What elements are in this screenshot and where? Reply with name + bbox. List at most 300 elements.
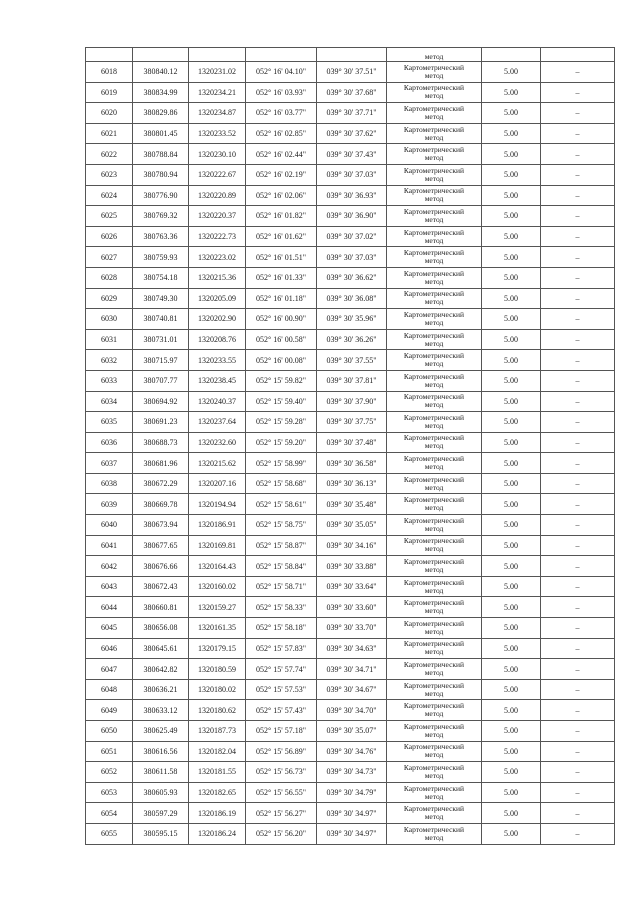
- table-row: [86, 515, 615, 536]
- latitude-cell: 052° 15' 59.82": [246, 370, 317, 391]
- y-coordinate-cell: 1320180.62: [189, 700, 246, 721]
- method-cell: [387, 206, 482, 227]
- method-cell: [387, 597, 482, 618]
- y-coordinate-cell: 1320220.37: [189, 206, 246, 227]
- method-line-2: метод: [424, 132, 444, 142]
- note-cell: –: [541, 659, 615, 680]
- method-line-2: метод: [424, 256, 444, 266]
- method-line-2: метод: [424, 173, 444, 183]
- note-cell: –: [541, 762, 615, 783]
- method-cell: [387, 618, 482, 639]
- method-line-1: Картометрический: [403, 83, 465, 93]
- latitude-cell: 052° 16' 00.90": [246, 309, 317, 330]
- longitude-cell: 039° 30' 35.05": [317, 515, 387, 536]
- method-line-2: метод: [424, 400, 444, 410]
- latitude-cell: 052° 15' 56.89": [246, 741, 317, 762]
- method-line-2: метод: [424, 709, 444, 719]
- accuracy-cell: 5.00: [482, 576, 541, 597]
- accuracy-cell: 5.00: [482, 659, 541, 680]
- x-coordinate-cell: 380636.21: [133, 679, 189, 700]
- method-cell: [387, 412, 482, 433]
- longitude-cell: 039° 30' 37.48": [317, 432, 387, 453]
- table-row: [86, 103, 615, 124]
- accuracy-cell: 5.00: [482, 391, 541, 412]
- method-line-2: метод: [424, 791, 444, 801]
- latitude-cell: 052° 15' 57.53": [246, 679, 317, 700]
- method-line-1: Картометрический: [403, 454, 465, 464]
- note-cell: –: [541, 206, 615, 227]
- method-line-1: Картометрический: [403, 392, 465, 402]
- x-coordinate-cell: 380645.61: [133, 638, 189, 659]
- accuracy-cell: 5.00: [482, 329, 541, 350]
- x-coordinate-cell: 380780.94: [133, 164, 189, 185]
- table-row: [86, 309, 615, 330]
- method-cell: [387, 226, 482, 247]
- x-coordinate-cell: 380694.92: [133, 391, 189, 412]
- method-line-1: Картометрический: [403, 515, 465, 525]
- latitude-cell: 052° 15' 57.83": [246, 638, 317, 659]
- x-coordinate-cell: 380688.73: [133, 432, 189, 453]
- longitude-cell: 039° 30' 36.26": [317, 329, 387, 350]
- table-body: [86, 48, 615, 845]
- point-number-cell: 6038: [86, 473, 133, 494]
- y-coordinate-cell: 1320240.37: [189, 391, 246, 412]
- longitude-cell: 039° 30' 37.81": [317, 370, 387, 391]
- latitude-cell: 052° 16' 03.93": [246, 82, 317, 103]
- accuracy-cell: 5.00: [482, 556, 541, 577]
- longitude-cell: 039° 30' 34.70": [317, 700, 387, 721]
- method-line-1: Картометрический: [403, 351, 465, 361]
- note-cell: –: [541, 803, 615, 824]
- note-cell: –: [541, 700, 615, 721]
- latitude-cell: 052° 15' 57.43": [246, 700, 317, 721]
- longitude-cell: 039° 30' 34.76": [317, 741, 387, 762]
- method-cell: [387, 82, 482, 103]
- method-cell: [387, 144, 482, 165]
- note-cell: –: [541, 62, 615, 83]
- accuracy-cell: 5.00: [482, 144, 541, 165]
- x-coordinate-cell: 380625.49: [133, 721, 189, 742]
- point-number-cell: 6030: [86, 309, 133, 330]
- table-row: [86, 803, 615, 824]
- latitude-cell: 052° 16' 00.58": [246, 329, 317, 350]
- latitude-cell: 052° 16' 01.51": [246, 247, 317, 268]
- y-coordinate-cell: 1320169.81: [189, 535, 246, 556]
- table-row: [86, 62, 615, 83]
- method-line-1: Картометрический: [403, 268, 465, 278]
- method-cell: [387, 453, 482, 474]
- longitude-cell: 039° 30' 34.97": [317, 823, 387, 844]
- x-coordinate-cell: 380660.81: [133, 597, 189, 618]
- method-line-2: метод: [424, 153, 444, 163]
- x-coordinate-cell: 380759.93: [133, 247, 189, 268]
- method-line-2: метод: [424, 832, 444, 842]
- longitude-cell: 039° 30' 33.64": [317, 576, 387, 597]
- latitude-cell: 052° 15' 58.68": [246, 473, 317, 494]
- point-number-cell: 6047: [86, 659, 133, 680]
- latitude-cell: 052° 16' 02.19": [246, 164, 317, 185]
- latitude-cell: 052° 15' 58.71": [246, 576, 317, 597]
- method-cell: [387, 391, 482, 412]
- x-coordinate-cell: 380731.01: [133, 329, 189, 350]
- method-line-2: метод: [424, 297, 444, 307]
- x-coordinate-cell: 380642.82: [133, 659, 189, 680]
- table-row: [86, 82, 615, 103]
- y-coordinate-cell: 1320164.43: [189, 556, 246, 577]
- note-cell: –: [541, 618, 615, 639]
- accuracy-cell: 5.00: [482, 432, 541, 453]
- note-cell: –: [541, 82, 615, 103]
- method-line-1: Картометрический: [403, 186, 465, 196]
- method-cell: [387, 762, 482, 783]
- note-cell: –: [541, 103, 615, 124]
- point-number-cell: 6050: [86, 721, 133, 742]
- table-row: [86, 206, 615, 227]
- method-line-2: метод: [424, 812, 444, 822]
- method-line-1: Картометрический: [403, 330, 465, 340]
- latitude-cell: 052° 16' 00.08": [246, 350, 317, 371]
- x-coordinate-cell: 380715.97: [133, 350, 189, 371]
- latitude-cell: 052° 15' 58.75": [246, 515, 317, 536]
- x-coordinate-cell: 380769.32: [133, 206, 189, 227]
- x-coordinate-cell: 380605.93: [133, 782, 189, 803]
- latitude-cell: 052° 16' 02.85": [246, 123, 317, 144]
- accuracy-cell: 5.00: [482, 267, 541, 288]
- point-number-cell: 6041: [86, 535, 133, 556]
- accuracy-cell: 5.00: [482, 412, 541, 433]
- accuracy-cell: 5.00: [482, 494, 541, 515]
- note-cell: –: [541, 556, 615, 577]
- table-row: [86, 412, 615, 433]
- note-cell: –: [541, 597, 615, 618]
- note-cell: –: [541, 309, 615, 330]
- point-number-cell: 6029: [86, 288, 133, 309]
- longitude-cell: 039° 30' 33.60": [317, 597, 387, 618]
- accuracy-cell: 5.00: [482, 762, 541, 783]
- point-number-cell: 6048: [86, 679, 133, 700]
- method-line-1: Картометрический: [403, 639, 465, 649]
- table-row: [86, 659, 615, 680]
- table-row: [86, 226, 615, 247]
- longitude-cell: 039° 30' 37.51": [317, 62, 387, 83]
- note-cell: –: [541, 123, 615, 144]
- latitude-cell: 052° 16' 01.33": [246, 267, 317, 288]
- point-number-cell: 6018: [86, 62, 133, 83]
- table-row: [86, 494, 615, 515]
- longitude-cell: 039° 30' 36.93": [317, 185, 387, 206]
- method-line-1: Картометрический: [403, 206, 465, 216]
- method-line-2: метод: [424, 688, 444, 698]
- longitude-cell: 039° 30' 37.90": [317, 391, 387, 412]
- method-line-2: метод: [424, 729, 444, 739]
- method-line-1: Картометрический: [403, 536, 465, 546]
- method-line-2: метод: [424, 91, 444, 101]
- note-cell: –: [541, 638, 615, 659]
- y-coordinate-cell: 1320186.24: [189, 823, 246, 844]
- longitude-cell: 039° 30' 34.67": [317, 679, 387, 700]
- method-cell: [387, 370, 482, 391]
- method-cell: [387, 164, 482, 185]
- point-number-cell: 6034: [86, 391, 133, 412]
- point-number-cell: 6037: [86, 453, 133, 474]
- x-coordinate-cell: 380597.29: [133, 803, 189, 824]
- point-number-cell: 6024: [86, 185, 133, 206]
- table-row: [86, 247, 615, 268]
- note-cell: –: [541, 679, 615, 700]
- note-cell: –: [541, 391, 615, 412]
- longitude-cell: 039° 30' 34.73": [317, 762, 387, 783]
- longitude-cell: 039° 30' 34.16": [317, 535, 387, 556]
- method-line-2: метод: [424, 565, 444, 575]
- y-coordinate-cell: 1320182.04: [189, 741, 246, 762]
- accuracy-cell: 5.00: [482, 782, 541, 803]
- point-number-cell: 6033: [86, 370, 133, 391]
- note-cell: –: [541, 515, 615, 536]
- method-line-1: Картометрический: [403, 762, 465, 772]
- longitude-cell: 039° 30' 33.88": [317, 556, 387, 577]
- method-line-1: Картометрический: [403, 598, 465, 608]
- method-line-2: метод: [424, 668, 444, 678]
- longitude-cell: 039° 30' 36.13": [317, 473, 387, 494]
- method-cell: [387, 185, 482, 206]
- latitude-cell: 052° 16' 01.82": [246, 206, 317, 227]
- method-cell: [387, 247, 482, 268]
- point-number-cell: 6021: [86, 123, 133, 144]
- y-coordinate-cell: 1320222.67: [189, 164, 246, 185]
- latitude-cell: 052° 15' 58.87": [246, 535, 317, 556]
- note-cell: –: [541, 185, 615, 206]
- table-row: [86, 350, 615, 371]
- method-cell: [387, 679, 482, 700]
- method-line-1: Картометрический: [403, 412, 465, 422]
- method-cell: [387, 329, 482, 350]
- accuracy-cell: 5.00: [482, 164, 541, 185]
- latitude-cell: 052° 15' 58.18": [246, 618, 317, 639]
- table-row: [86, 741, 615, 762]
- method-line-2: метод: [424, 523, 444, 533]
- accuracy-cell: 5.00: [482, 370, 541, 391]
- accuracy-cell: 5.00: [482, 741, 541, 762]
- method-cell: [387, 638, 482, 659]
- accuracy-cell: 5.00: [482, 206, 541, 227]
- x-coordinate-cell: 380740.81: [133, 309, 189, 330]
- point-number-cell: 6019: [86, 82, 133, 103]
- method-line-1: Картометрический: [403, 783, 465, 793]
- latitude-cell: 052° 15' 56.27": [246, 803, 317, 824]
- method-cell: [387, 62, 482, 83]
- longitude-cell: 039° 30' 35.96": [317, 309, 387, 330]
- point-number-cell: 6045: [86, 618, 133, 639]
- table-row: [86, 823, 615, 844]
- point-number-cell: 6044: [86, 597, 133, 618]
- method-line-1: Картометрический: [403, 721, 465, 731]
- continuation-row: [86, 48, 615, 62]
- longitude-cell: 039° 30' 37.03": [317, 247, 387, 268]
- accuracy-cell: 5.00: [482, 453, 541, 474]
- table-row: [86, 453, 615, 474]
- table-row: [86, 700, 615, 721]
- y-coordinate-cell: 1320207.16: [189, 473, 246, 494]
- method-fragment: метод: [387, 48, 482, 62]
- y-coordinate-cell: 1320233.52: [189, 123, 246, 144]
- table-row: [86, 164, 615, 185]
- note-cell: –: [541, 782, 615, 803]
- note-cell: –: [541, 432, 615, 453]
- accuracy-cell: 5.00: [482, 803, 541, 824]
- y-coordinate-cell: 1320187.73: [189, 721, 246, 742]
- method-line-2: метод: [424, 482, 444, 492]
- table-row: [86, 597, 615, 618]
- y-coordinate-cell: 1320186.91: [189, 515, 246, 536]
- x-coordinate-cell: 380763.36: [133, 226, 189, 247]
- longitude-cell: 039° 30' 37.75": [317, 412, 387, 433]
- note-cell: –: [541, 350, 615, 371]
- point-number-cell: 6031: [86, 329, 133, 350]
- latitude-cell: 052° 16' 04.10": [246, 62, 317, 83]
- longitude-cell: 039° 30' 37.68": [317, 82, 387, 103]
- method-line-2: метод: [424, 770, 444, 780]
- y-coordinate-cell: 1320238.45: [189, 370, 246, 391]
- point-number-cell: 6052: [86, 762, 133, 783]
- latitude-cell: 052° 15' 56.20": [246, 823, 317, 844]
- longitude-cell: 039° 30' 34.79": [317, 782, 387, 803]
- accuracy-cell: 5.00: [482, 597, 541, 618]
- method-line-2: метод: [424, 379, 444, 389]
- longitude-cell: 039° 30' 33.70": [317, 618, 387, 639]
- accuracy-cell: 5.00: [482, 62, 541, 83]
- note-cell: –: [541, 721, 615, 742]
- point-number-cell: 6049: [86, 700, 133, 721]
- method-line-1: Картометрический: [403, 103, 465, 113]
- point-number-cell: 6025: [86, 206, 133, 227]
- latitude-cell: 052° 15' 59.28": [246, 412, 317, 433]
- method-line-2: метод: [424, 111, 444, 121]
- longitude-cell: 039° 30' 34.97": [317, 803, 387, 824]
- x-coordinate-cell: 380681.96: [133, 453, 189, 474]
- y-coordinate-cell: 1320237.64: [189, 412, 246, 433]
- latitude-cell: 052° 16' 01.18": [246, 288, 317, 309]
- x-coordinate-cell: 380616.56: [133, 741, 189, 762]
- x-coordinate-cell: 380611.58: [133, 762, 189, 783]
- x-coordinate-cell: 380776.90: [133, 185, 189, 206]
- y-coordinate-cell: 1320180.02: [189, 679, 246, 700]
- y-coordinate-cell: 1320230.10: [189, 144, 246, 165]
- latitude-cell: 052° 15' 58.61": [246, 494, 317, 515]
- latitude-cell: 052° 15' 58.33": [246, 597, 317, 618]
- method-cell: [387, 556, 482, 577]
- latitude-cell: 052° 15' 59.40": [246, 391, 317, 412]
- latitude-cell: 052° 15' 58.84": [246, 556, 317, 577]
- x-coordinate-cell: 380840.12: [133, 62, 189, 83]
- method-line-1: Картометрический: [403, 227, 465, 237]
- method-cell: [387, 515, 482, 536]
- accuracy-cell: 5.00: [482, 226, 541, 247]
- x-coordinate-cell: 380677.65: [133, 535, 189, 556]
- accuracy-cell: 5.00: [482, 679, 541, 700]
- longitude-cell: 039° 30' 34.63": [317, 638, 387, 659]
- accuracy-cell: 5.00: [482, 823, 541, 844]
- method-cell: [387, 267, 482, 288]
- note-cell: –: [541, 226, 615, 247]
- longitude-cell: 039° 30' 36.62": [317, 267, 387, 288]
- accuracy-cell: 5.00: [482, 638, 541, 659]
- accuracy-cell: 5.00: [482, 515, 541, 536]
- longitude-cell: 039° 30' 37.62": [317, 123, 387, 144]
- y-coordinate-cell: 1320222.73: [189, 226, 246, 247]
- method-cell: [387, 700, 482, 721]
- y-coordinate-cell: 1320215.36: [189, 267, 246, 288]
- latitude-cell: 052° 16' 02.06": [246, 185, 317, 206]
- method-line-1: Картометрический: [403, 371, 465, 381]
- x-coordinate-cell: 380788.84: [133, 144, 189, 165]
- method-line-2: метод: [424, 317, 444, 327]
- latitude-cell: 052° 15' 58.99": [246, 453, 317, 474]
- x-coordinate-cell: 380672.29: [133, 473, 189, 494]
- y-coordinate-cell: 1320180.59: [189, 659, 246, 680]
- accuracy-cell: 5.00: [482, 700, 541, 721]
- y-coordinate-cell: 1320215.62: [189, 453, 246, 474]
- method-cell: [387, 721, 482, 742]
- y-coordinate-cell: 1320179.15: [189, 638, 246, 659]
- longitude-cell: 039° 30' 37.02": [317, 226, 387, 247]
- table-row: [86, 144, 615, 165]
- point-number-cell: 6035: [86, 412, 133, 433]
- y-coordinate-cell: 1320223.02: [189, 247, 246, 268]
- table-row: [86, 576, 615, 597]
- y-coordinate-cell: 1320231.02: [189, 62, 246, 83]
- method-line-2: метод: [424, 214, 444, 224]
- note-cell: –: [541, 412, 615, 433]
- y-coordinate-cell: 1320205.09: [189, 288, 246, 309]
- note-cell: –: [541, 144, 615, 165]
- point-number-cell: 6039: [86, 494, 133, 515]
- longitude-cell: 039° 30' 34.71": [317, 659, 387, 680]
- latitude-cell: 052° 15' 57.18": [246, 721, 317, 742]
- longitude-cell: 039° 30' 37.55": [317, 350, 387, 371]
- longitude-cell: 039° 30' 36.90": [317, 206, 387, 227]
- method-cell: [387, 123, 482, 144]
- table-row: [86, 762, 615, 783]
- x-coordinate-cell: 380691.23: [133, 412, 189, 433]
- accuracy-cell: 5.00: [482, 618, 541, 639]
- method-line-1: Картометрический: [403, 62, 465, 72]
- table-row: [86, 123, 615, 144]
- y-coordinate-cell: 1320161.35: [189, 618, 246, 639]
- method-line-1: Картометрический: [403, 577, 465, 587]
- method-line-2: метод: [424, 462, 444, 472]
- method-line-2: метод: [424, 503, 444, 513]
- method-cell: [387, 741, 482, 762]
- y-coordinate-cell: 1320182.65: [189, 782, 246, 803]
- point-number-cell: 6026: [86, 226, 133, 247]
- method-cell: [387, 288, 482, 309]
- x-coordinate-cell: 380707.77: [133, 370, 189, 391]
- method-cell: [387, 782, 482, 803]
- table-row: [86, 391, 615, 412]
- method-line-1: Картометрический: [403, 495, 465, 505]
- method-cell: [387, 576, 482, 597]
- y-coordinate-cell: 1320159.27: [189, 597, 246, 618]
- longitude-cell: 039° 30' 35.48": [317, 494, 387, 515]
- y-coordinate-cell: 1320202.90: [189, 309, 246, 330]
- point-number-cell: 6051: [86, 741, 133, 762]
- accuracy-cell: 5.00: [482, 247, 541, 268]
- point-number-cell: 6022: [86, 144, 133, 165]
- y-coordinate-cell: 1320234.21: [189, 82, 246, 103]
- method-line-2: метод: [424, 359, 444, 369]
- y-coordinate-cell: 1320186.19: [189, 803, 246, 824]
- latitude-cell: 052° 15' 56.73": [246, 762, 317, 783]
